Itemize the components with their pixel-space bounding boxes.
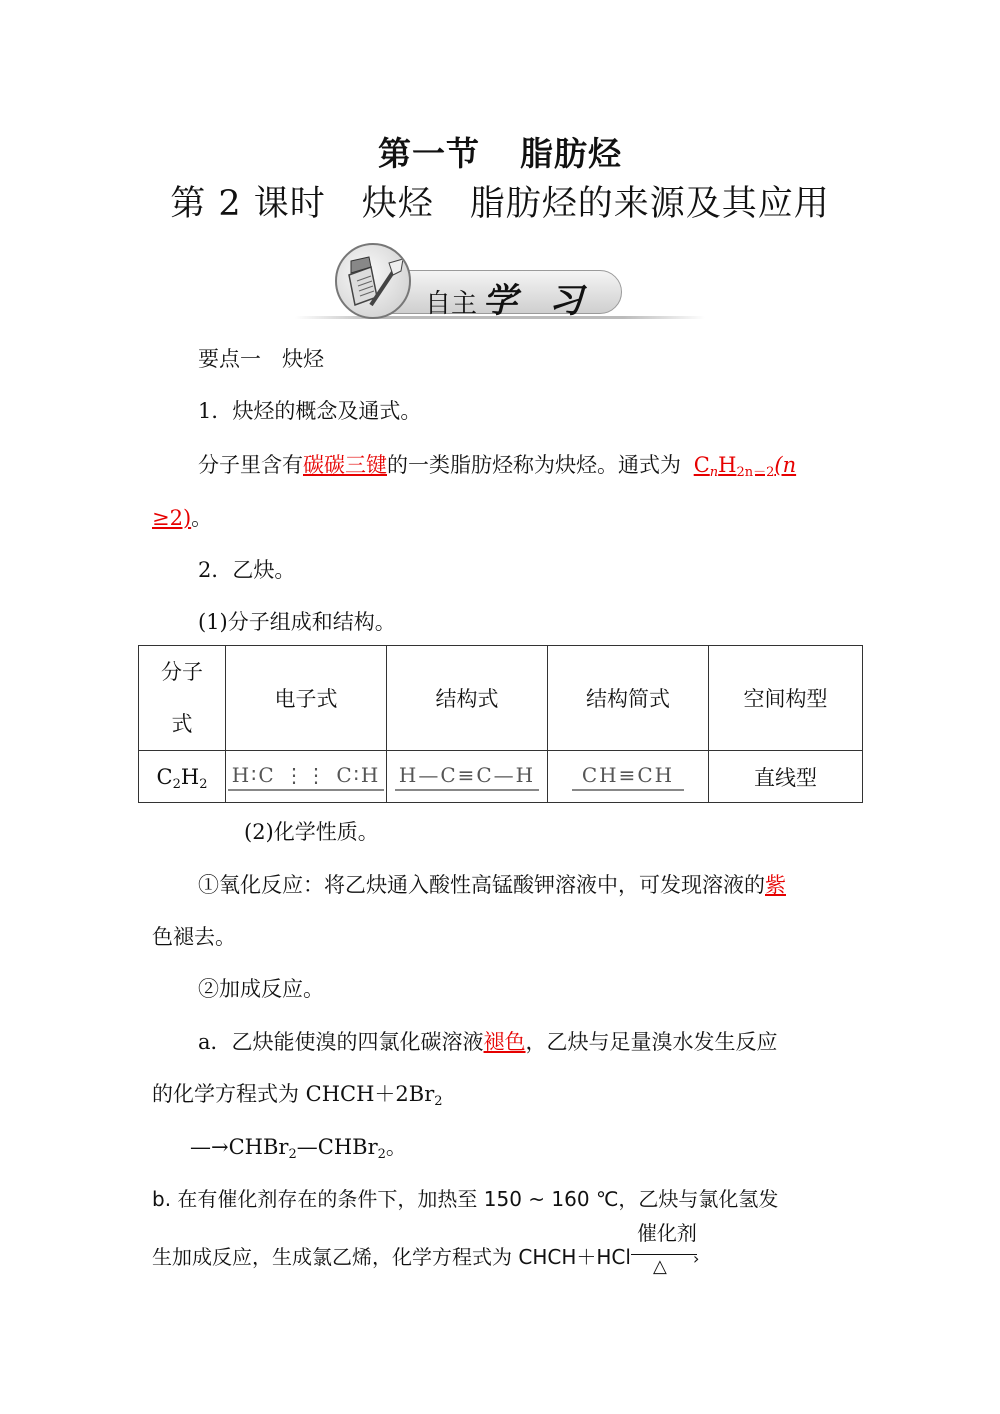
sub: 2 — [434, 1094, 443, 1109]
addition-b-line-1: b. 在有催化剂存在的条件下，加热至 150 ~ 160 ℃，乙炔与氯化氢发 — [152, 1187, 779, 1211]
header-text: 分子 — [161, 660, 203, 684]
point-heading: 要点一 炔烃 — [198, 347, 324, 371]
formula-sub: 2n－2 — [736, 465, 775, 480]
addition-a-line-1 — [198, 1029, 778, 1055]
sub: 2 — [377, 1147, 386, 1162]
oxidation-line-1 — [198, 872, 786, 898]
alkyne-definition — [198, 452, 796, 478]
subsection-chemical-properties: (2)化学性质。 — [244, 820, 379, 844]
banner-label — [425, 273, 593, 322]
simplified-formula-image: CH≡CH — [572, 763, 684, 791]
cell-text: H — [180, 764, 200, 789]
lesson-topic: 炔烃 — [361, 184, 434, 224]
electron-formula-image: H∶C ⋮⋮ C∶H — [228, 763, 385, 791]
header-text: 式 — [171, 712, 193, 736]
item-2-heading: 2．乙炔。 — [198, 558, 296, 582]
subsection-structure: (1)分子组成和结构。 — [198, 610, 396, 634]
table-row — [139, 751, 863, 803]
heat-triangle-icon: △ — [652, 1256, 667, 1277]
cell-molecular-formula — [139, 751, 226, 803]
banner-label-large: 学 习 — [483, 281, 593, 321]
text: 生加成反应，生成氯乙烯，化学方程式为 CHCH＋HCl — [152, 1245, 631, 1269]
cell-electron-formula — [226, 751, 387, 803]
item-1-heading: 1．炔烃的概念及通式。 — [198, 399, 422, 423]
addition-heading: ②加成反应。 — [198, 977, 324, 1001]
formula-condition: (n — [774, 453, 797, 477]
cell-geometry: 直线型 — [709, 751, 863, 803]
table-header-row — [139, 646, 863, 751]
section-topic: 脂肪烃 — [520, 134, 622, 173]
catalyst-label: 催化剂 — [636, 1221, 697, 1245]
text: ，乙炔与足量溴水发生反应 — [525, 1030, 778, 1054]
header-simplified-formula: 结构简式 — [548, 646, 709, 751]
header-molecular-formula — [139, 646, 226, 751]
text: 分子里含有 — [198, 453, 303, 477]
formula-part: C — [693, 453, 710, 477]
cell-simplified-formula — [548, 751, 709, 803]
text: a．乙炔能使溴的四氯化碳溶液 — [198, 1030, 484, 1054]
header-geometry: 空间构型 — [709, 646, 863, 751]
addition-a-line-3 — [190, 1134, 407, 1160]
formula-sub: n — [709, 465, 719, 480]
formula-part: H — [718, 453, 737, 477]
text: 。 — [191, 506, 213, 530]
header-electron-formula: 电子式 — [226, 646, 387, 751]
lesson-number: 第 2 课时 — [170, 184, 326, 224]
text: 。 — [385, 1135, 407, 1159]
text: —CHBr — [296, 1135, 378, 1159]
arrow-head-icon: › — [692, 1249, 700, 1268]
sub: 2 — [288, 1147, 297, 1162]
highlight-triple-bond: 碳碳三键 — [303, 453, 387, 477]
addition-b-line-2 — [152, 1221, 703, 1277]
addition-a-line-2 — [152, 1081, 443, 1107]
text: CHBr — [228, 1135, 289, 1159]
section-title — [0, 128, 1000, 175]
lesson-title — [0, 176, 1000, 226]
formula-condition-end: ≥2) — [152, 506, 192, 530]
book-and-pen-icon — [335, 243, 411, 319]
catalyst-arrow — [631, 1221, 703, 1277]
formula-condition-line — [152, 505, 212, 531]
reaction-arrow-icon: —→ — [190, 1135, 229, 1159]
general-formula — [693, 453, 797, 480]
banner-label-small: 自主 — [425, 289, 478, 319]
section-number: 第一节 — [378, 134, 480, 173]
lesson-subtopic: 脂肪烃的来源及其应用 — [469, 184, 830, 224]
text: 的化学方程式为 CHCH＋2Br — [152, 1082, 435, 1106]
cell-structural-formula — [387, 751, 548, 803]
oxidation-line-2: 色褪去。 — [152, 925, 236, 949]
header-structural-formula: 结构式 — [387, 646, 548, 751]
text: ①氧化反应：将乙炔通入酸性高锰酸钾溶液中，可发现溶液的 — [198, 873, 765, 897]
cell-sub: 2 — [172, 776, 181, 792]
text: 的一类脂肪烃称为炔烃。通式为 — [387, 453, 681, 477]
cell-sub: 2 — [199, 776, 208, 792]
structural-formula-image: H—C≡C—H — [395, 763, 539, 791]
acetylene-structure-table — [138, 645, 863, 803]
highlight-purple: 紫 — [765, 873, 786, 897]
self-study-banner — [290, 240, 710, 320]
highlight-decolor: 褪色 — [483, 1030, 526, 1054]
cell-text: C — [156, 764, 173, 789]
